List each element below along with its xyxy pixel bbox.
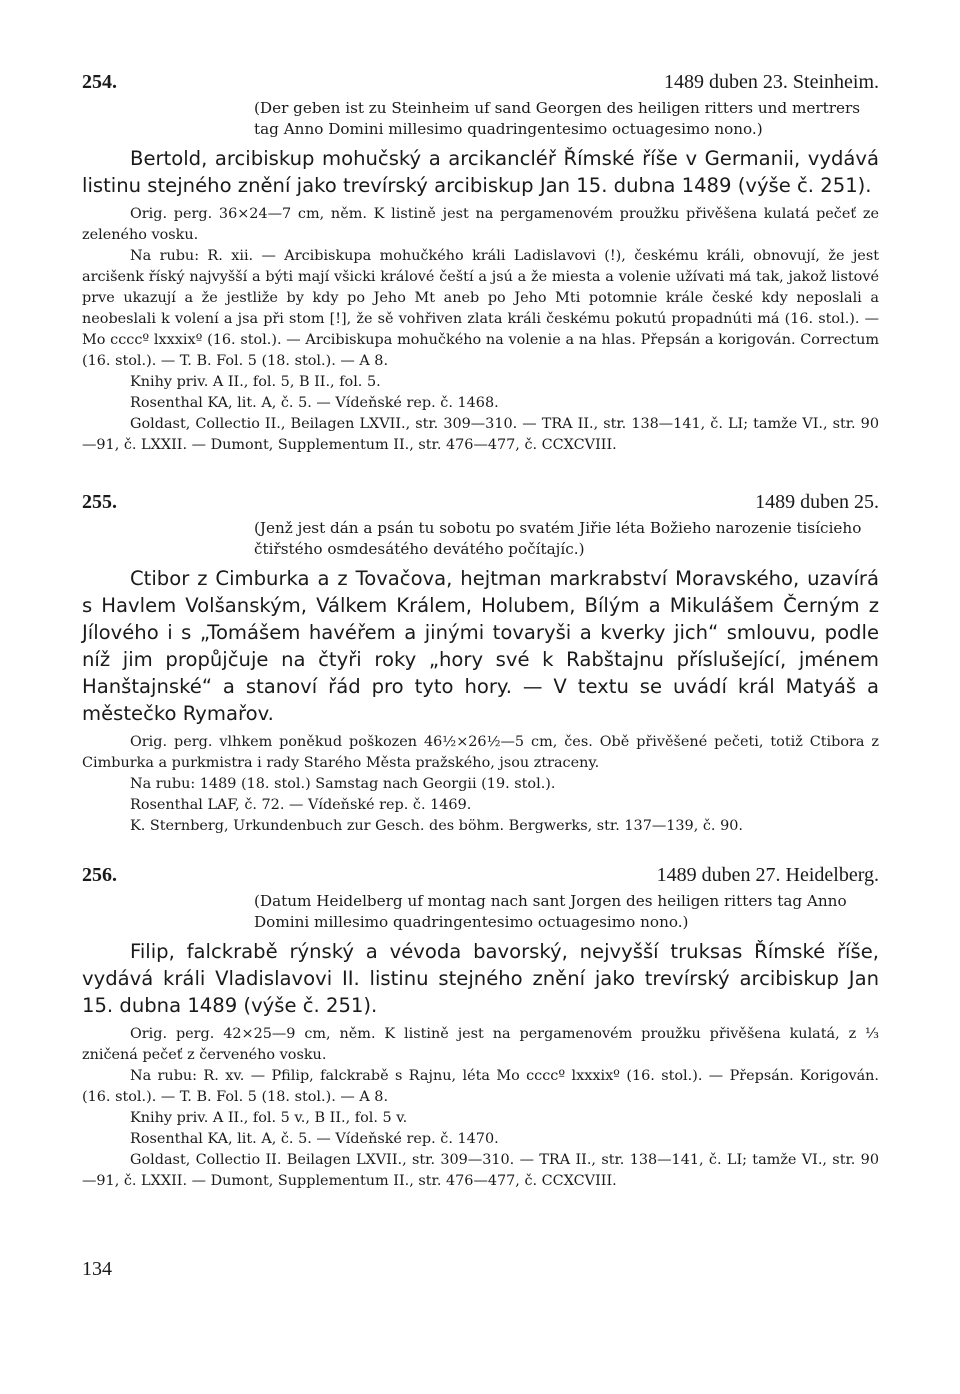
note: K. Sternberg, Urkundenbuch zur Gesch. des böhm. Bergwerks, str. 137—139, č. 90. bbox=[130, 818, 743, 834]
entry-date: 1489 duben 27. Heidelberg. bbox=[656, 864, 879, 886]
note: Na rubu: R. xv. — Pfilip, falckrabě s Rajnu, léta Mo ccccº lxxxixº (16. stol.). — Přepsán. Korigován. (16. stol.). — T. B. Fol. 5 (18. stol.). — A 8. bbox=[82, 1068, 879, 1105]
entry-254 bbox=[82, 70, 879, 456]
original-text: (Datum Heidelberg uf montag nach sant Jorgen des heiligen ritters tag Anno Domini millesimo quadringentesimo octuagesimo nono.) bbox=[254, 892, 847, 931]
note: Orig. perg. vlhkem poněkud poškozen 46½×26½—5 cm, čes. Obě přivěšené pečeti, totiž Ctibora z Cimburka a purkmistra i rady Starého Města pražského, jsou ztraceny. bbox=[82, 734, 879, 771]
notes bbox=[82, 204, 879, 456]
entry-header bbox=[82, 863, 879, 887]
note: Goldast, Collectio II., Beilagen LXVII., str. 309—310. — TRA II., str. 138—141, č. LI; tamže VI., str. 90—91, č. LXXII. — Dumont, Supplementum II., str. 476—477, č. CCXCVIII. bbox=[82, 416, 879, 453]
regest: Bertold, arcibiskup mohučský a arcikancléř Římské říše v Germanii, vydává listinu stejného znění jako trevírský arcibiskup Jan 15. dubna 1489 (výše č. 251). bbox=[82, 147, 879, 197]
note: Goldast, Collectio II. Beilagen LXVII., str. 309—310. — TRA II., str. 138—141, č. LI; tamže VI., str. 90—91, č. LXXII. — Dumont, Supplementum II., str. 476—477, č. CCXCVIII. bbox=[82, 1152, 879, 1189]
entry-number: 254. bbox=[82, 71, 117, 93]
original-text: (Der geben ist zu Steinheim uf sand Georgen des heiligen ritters und mertrers tag Anno Domini millesimo quadringentesimo octuagesimo nono.) bbox=[254, 99, 860, 138]
entry-255 bbox=[82, 490, 879, 837]
note: Na rubu: 1489 (18. stol.) Samstag nach Georgii (19. stol.). bbox=[130, 776, 556, 792]
regest: Filip, falckrabě rýnský a vévoda bavorský, nejvyšší truksas Římské říše, vydává králi Vladislavovi II. listinu stejného znění jako trevírský arcibiskup Jan 15. dubna 1489 (výše č. 251). bbox=[82, 940, 879, 1017]
page-number: 134 bbox=[82, 1258, 112, 1280]
entry-date: 1489 duben 23. Steinheim. bbox=[664, 71, 879, 93]
notes bbox=[82, 732, 879, 837]
original-text: (Jenž jest dán a psán tu sobotu po svatém Jiřie léta Božieho narozenie tisícieho čtiřstého osmdesátého devátého počítajíc.) bbox=[254, 519, 862, 558]
note: Knihy priv. A II., fol. 5 v., B II., fol. 5 v. bbox=[130, 1110, 408, 1126]
entry-header bbox=[82, 490, 879, 514]
note: Na rubu: R. xii. — Arcibiskupa mohučkého králi Ladislavovi (!), českému králi, obnovují, že jest arcišenk říský najvyšší a býti mají všicki králové čeští a jsú a že miesta a volenie užívati má tak, jakož listové prve ukazují a že jestliže by kdy po Jeho Mt aneb po Jeho Mti potomnie krále české kdy neposlali a neobeslali k volení a jsa při stom [!], že sě vohřiven zlata králi českému pokutú propadnúti má (16. stol.). — Mo ccccº lxxxixº (16. stol.). — Arcibiskupa mohučkého na volenie a na hlas. Přepsán a korigován. Correctum (16. stol.). — T. B. Fol. 5 (18. stol.). — A 8. bbox=[82, 248, 879, 369]
regest: Ctibor z Cimburka a z Tovačova, hejtman markrabství Moravského, uzavírá s Havlem Volšanským, Válkem Králem, Holubem, Bílým a Mikulášem Černým z Jílového i s „Tomášem havéřem a jinými tovaryši a kverky jich“ smlouvu, podle níž jim propůjčuje na čtyři roky „hory své k Rabštajnu příslušející, jménem Hanštajnské“ a stanoví řád pro tyto hory. — V textu se uvádí král Matyáš a městečko Rymařov. bbox=[82, 567, 879, 725]
note: Knihy priv. A II., fol. 5, B II., fol. 5. bbox=[130, 374, 381, 390]
entry-number: 255. bbox=[82, 491, 117, 513]
note: Rosenthal KA, lit. A, č. 5. — Vídeňské rep. č. 1470. bbox=[130, 1131, 499, 1147]
notes bbox=[82, 1024, 879, 1192]
entry-256 bbox=[82, 863, 879, 1192]
note: Rosenthal LAF, č. 72. — Vídeňské rep. č. 1469. bbox=[130, 797, 472, 813]
note: Orig. perg. 36×24—7 cm, něm. K listině jest na pergamenovém proužku přivěšena kulatá pečeť ze zeleného vosku. bbox=[82, 206, 879, 243]
entry-date: 1489 duben 25. bbox=[755, 491, 879, 513]
note: Rosenthal KA, lit. A, č. 5. — Vídeňské rep. č. 1468. bbox=[130, 395, 499, 411]
page-body bbox=[82, 70, 879, 1192]
entry-header bbox=[82, 70, 879, 94]
note: Orig. perg. 42×25—9 cm, něm. K listině jest na pergamenovém proužku přivěšena kulatá, z ⅓ zničená pečeť z červeného vosku. bbox=[82, 1026, 879, 1063]
entry-number: 256. bbox=[82, 864, 117, 886]
